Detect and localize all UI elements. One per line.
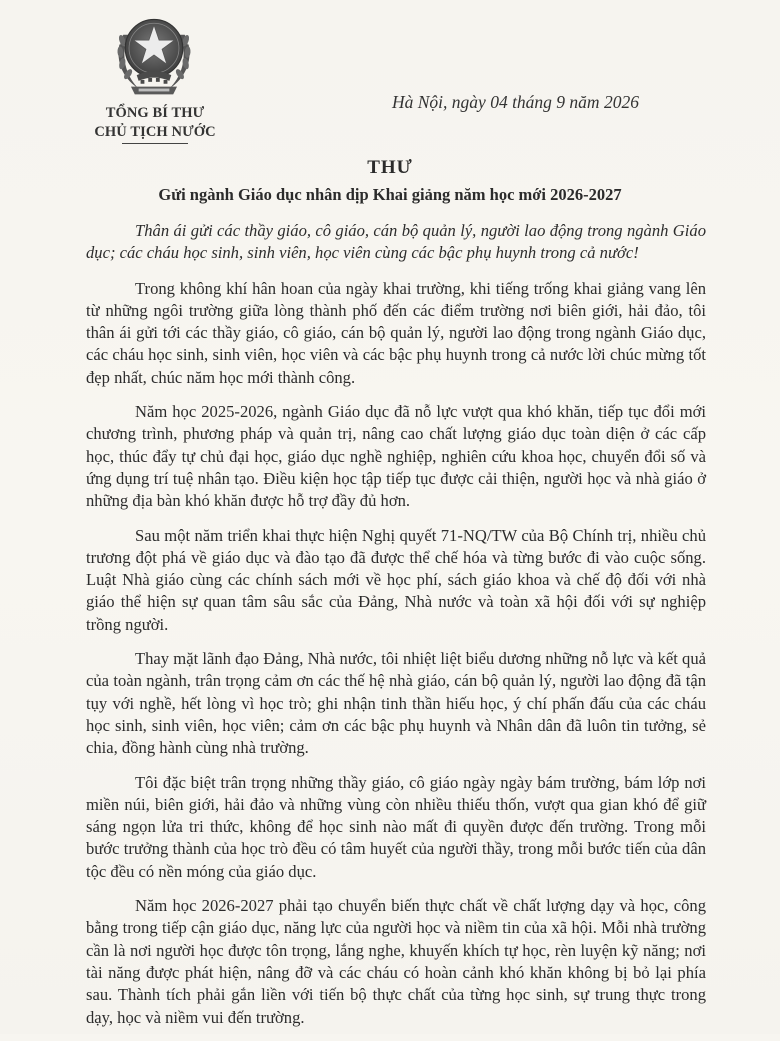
office-title-line1: TỔNG BÍ THƯ — [105, 105, 205, 121]
letter-date: Hà Nội, ngày 04 tháng 9 năm 2026 — [392, 92, 639, 112]
paragraph: Năm học 2025-2026, ngành Giáo dục đã nỗ lực vượt qua khó khăn, tiếp tục đổi mới chương trình, phương pháp và quản trị, nâng cao chất lượng giáo dục toàn diện ở các cấp học, thúc đẩy tự chủ đại học, giáo dục nghề nghiệp, nghiên cứu khoa học, chuyển đổi số và ứng dụng trí tuệ nhân tạo. Điều kiện học tập tiếp tục được cải thiện, người học và nhà giáo ở những địa bàn khó khăn được hỗ trợ đầy đủ hơn. — [86, 402, 706, 511]
letter-title: THƯ — [367, 157, 413, 178]
office-underline — [122, 143, 188, 144]
national-emblem-icon — [105, 6, 203, 102]
paragraph: Năm học 2026-2027 phải tạo chuyển biến thực chất về chất lượng dạy và học, công bằng trong tiếp cận giáo dục, năng lực của người học và niềm tin của xã hội. Mỗi nhà trường cần là nơi người học được tôn trọng, lắng nghe, khuyến khích tự học, rèn luyện kỹ năng; nơi tài năng được phát hiện, nâng đỡ và các cháu có hoàn cảnh khó khăn không bị bỏ lại phía sau. Thành tích phải gắn liền với tiến bộ thực chất của từng học sinh, sự trung thực trong dạy, học và niềm vui đến trường. — [86, 896, 706, 1027]
office-block — [82, 104, 228, 142]
paragraph: Tôi đặc biệt trân trọng những thầy giáo, cô giáo ngày ngày bám trường, bám lớp nơi miền núi, biên giới, hải đảo và những vùng còn nhiều thiếu thốn, vượt qua gian khó để giữ sáng ngọn lửa tri thức, không để học sinh nào mất đi quyền được đến trường. Trong mỗi bước trưởng thành của học trò đều có tâm huyết của người thầy, trong mỗi bước tiến của dân tộc đều có nền móng của giáo dục. — [86, 772, 706, 881]
paragraph: Sau một năm triển khai thực hiện Nghị quyết 71-NQ/TW của Bộ Chính trị, nhiều chủ trương đột phá về giáo dục và đào tạo đã được thể chế hóa và từng bước đi vào cuộc sống. Luật Nhà giáo cùng các chính sách mới về học phí, sách giáo khoa và chế độ đối với nhà giáo thể hiện sự quan tâm sâu sắc của Đảng, Nhà nước và toàn xã hội đối với sự nghiệp trồng người. — [86, 525, 706, 634]
letter-subtitle: Gửi ngành Giáo dục nhân dịp Khai giảng năm học mới 2026-2027 — [158, 185, 622, 204]
paragraph: Thay mặt lãnh đạo Đảng, Nhà nước, tôi nhiệt liệt biểu dương những nỗ lực và kết quả của toàn ngành, trân trọng cảm ơn các thế hệ nhà giáo, cán bộ quản lý, người lao động đã tận tụy với nghề, hết lòng vì học trò; ghi nhận tinh thần hiếu học, ý chí phấn đấu của các cháu học sinh, sinh viên, học viên; cảm ơn các bậc phụ huynh và Nhân dân đã luôn tin tưởng, sẻ chia, đồng hành cùng nhà trường. — [86, 649, 706, 758]
letter-body — [86, 220, 706, 1041]
office-title-line2: CHỦ TỊCH NƯỚC — [94, 124, 216, 140]
paragraph: Trong không khí hân hoan của ngày khai trường, khi tiếng trống khai giảng vang lên từ những ngôi trường giữa lòng thành phố đến các điểm trường nơi biên giới, hải đảo, tôi thân ái gửi tới các thầy giáo, cô giáo, cán bộ quản lý, người lao động trong ngành Giáo dục, các cháu học sinh, sinh viên, học viên và các bậc phụ huynh trong cả nước lời chúc mừng tốt đẹp nhất, chúc năm học mới thành công. — [86, 278, 706, 387]
letter-greeting: Thân ái gửi các thầy giáo, cô giáo, cán bộ quản lý, người lao động trong ngành Giáo dục; các cháu học sinh, sinh viên, học viên cùng các bậc phụ huynh trong cả nước! — [86, 221, 706, 263]
